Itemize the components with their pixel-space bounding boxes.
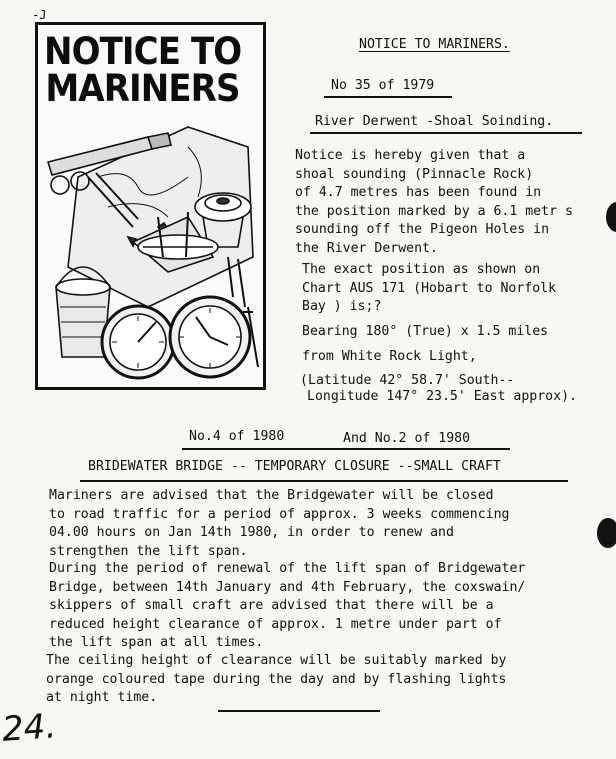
punch-hole (597, 518, 616, 548)
text-line: Bridge, between 14th January and 4th February, the coxswain/ (49, 579, 526, 595)
text-line: at night time. (46, 690, 158, 705)
text-line: sounding off the Pigeon Holes in (295, 222, 550, 237)
end-rule (218, 710, 380, 712)
notice-subject-rule (310, 132, 582, 134)
text-line: During the period of renewal of the lift span of Bridgewater (49, 561, 526, 576)
notice-number-rule (324, 96, 452, 98)
text-line: the position marked by a 6.1 metr s (295, 203, 573, 219)
notice-4-para3 (46, 652, 507, 708)
page-number: 24. (0, 706, 58, 750)
text-line: the River Derwent. (295, 240, 438, 256)
nautical-instruments-illustration (38, 107, 263, 387)
text-line: reduced height clearance of approx. 1 metre under part of (49, 616, 502, 632)
header-title: NOTICE TO MARINERS. (359, 37, 510, 52)
longitude-line: Longitude 147° 23.5' East approx). (307, 389, 577, 404)
text-line: Notice is hereby given that a (295, 148, 526, 163)
notice-4-subject: BRIDEWATER BRIDGE -- TEMPORARY CLOSURE --SMALL CRAFT (88, 459, 501, 474)
text-line: orange coloured tape during the day and by flashing lights (46, 671, 507, 687)
text-line: The exact position as shown on (302, 262, 541, 277)
notice-2-number: And No.2 of 1980 (343, 431, 471, 446)
text-line: skippers of small craft are advised that there will be a (49, 598, 494, 613)
graphic-title (44, 30, 242, 110)
notice-number: No 35 of 1979 (331, 78, 435, 93)
notice-4-number: No.4 of 1980 (189, 429, 285, 444)
text-line: of 4.7 metres has been found in (295, 185, 542, 200)
text-line: strengthen the lift span. (49, 543, 248, 559)
text-line: Mariners are advised that the Bridgewater will be closed (49, 488, 494, 503)
notice-4-subject-rule (80, 480, 568, 482)
notice-4-para2 (49, 560, 525, 653)
corner-mark: -J (32, 8, 47, 22)
text-line: Bay ) is;? (302, 299, 382, 314)
notice-35-para2 (302, 261, 556, 317)
text-line: shoal sounding (Pinnacle Rock) (295, 166, 534, 182)
notice-4-rule (182, 448, 510, 450)
text-line: 04.00 hours on Jan 14th 1980, in order to renew and (49, 525, 454, 540)
from-line: from White Rock Light, (302, 349, 477, 364)
notice-4-para1 (49, 487, 510, 561)
bearing-line: Bearing 180° (True) x 1.5 miles (302, 324, 549, 339)
text-line: Chart AUS 171 (Hobart to Norfolk (302, 280, 557, 296)
text-line: The ceiling height of clearance will be suitably marked by (46, 653, 507, 668)
punch-hole (606, 202, 616, 232)
latitude-line: (Latitude 42° 58.7' South-- (300, 373, 515, 388)
text-line: to road traffic for a period of approx. 3 weeks commencing (49, 506, 510, 522)
graphic-title-line1: NOTICE TO (44, 30, 242, 73)
graphic-title-line2: MARINERS (45, 67, 240, 110)
text-line: the lift span at all times. (49, 635, 264, 650)
notice-35-para1 (295, 147, 573, 258)
notice-subject: River Derwent -Shoal Soinding. (315, 114, 554, 129)
notice-graphic (35, 22, 266, 390)
